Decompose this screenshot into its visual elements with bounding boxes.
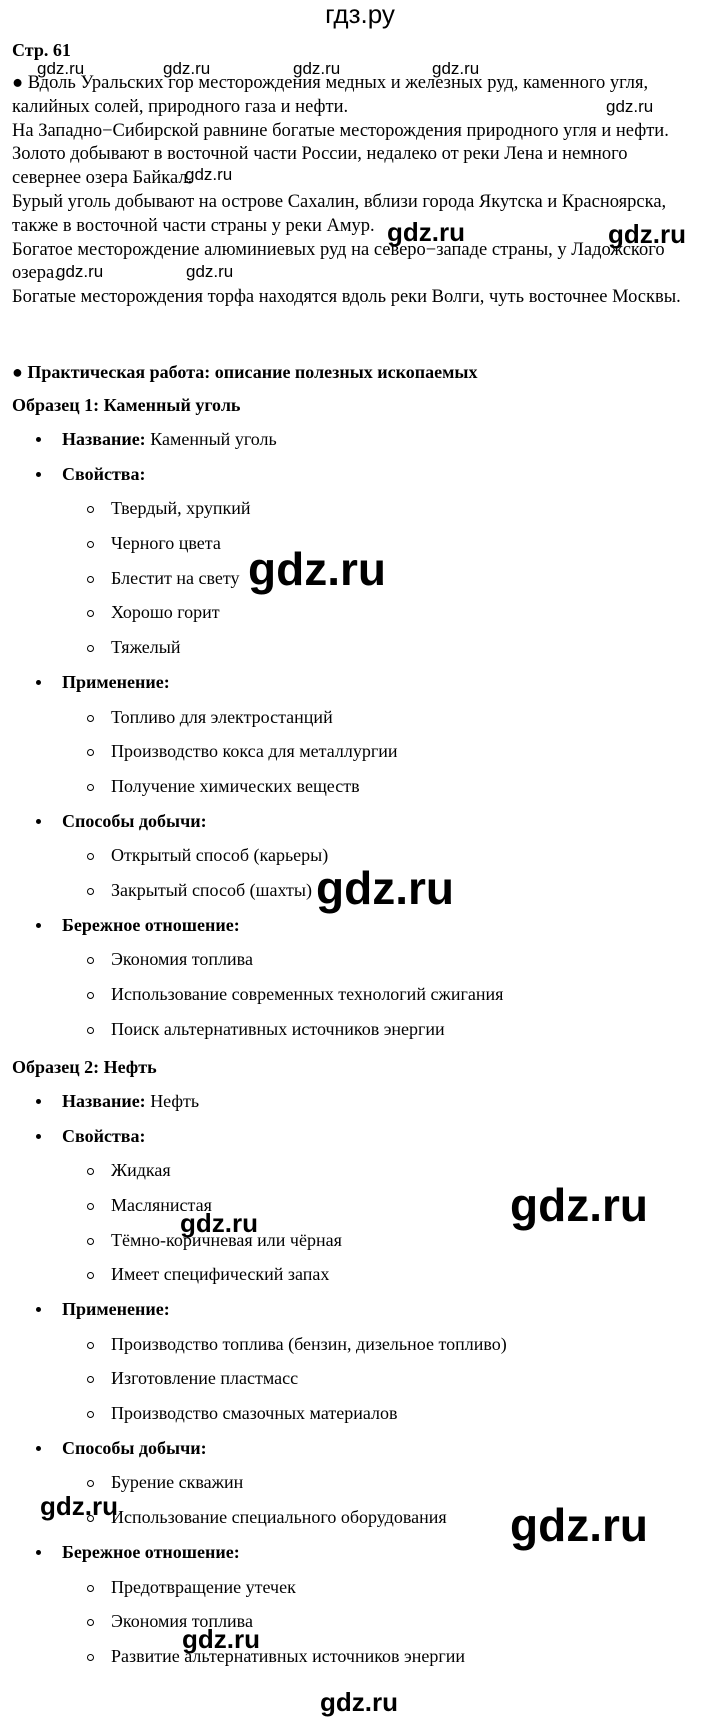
bullet-icon [36, 472, 41, 477]
sub-item: Производство топлива (бензин, дизельное топливо) [111, 1334, 507, 1355]
sub-item: Экономия топлива [111, 949, 253, 970]
sub-item: Бурение скважин [111, 1472, 243, 1493]
circle-bullet-icon [87, 1376, 94, 1383]
item-label: Свойства: [62, 464, 146, 484]
circle-bullet-icon [87, 749, 94, 756]
item-label: Способы добычи: [62, 1438, 207, 1458]
sample-2-mining-item [62, 1438, 207, 1459]
bullet-icon [36, 1307, 41, 1312]
watermark: gdz.ru [432, 59, 480, 78]
sub-item: Блестит на свету [111, 568, 240, 589]
watermark: gdz.ru [182, 1624, 260, 1654]
sub-item: Развитие альтернативных источников энергии [111, 1646, 465, 1667]
intro-line: озера. [12, 263, 59, 284]
watermark: gdz.ru [293, 59, 341, 78]
intro-line: также в восточной части страны у реки Амур. [12, 215, 375, 236]
sub-item: Закрытый способ (шахты) [111, 880, 312, 901]
circle-bullet-icon [87, 888, 94, 895]
intro-line: калийных солей, природного газа и нефти. [12, 96, 349, 117]
circle-bullet-icon [87, 1203, 94, 1210]
watermark: gdz.ru [510, 1499, 648, 1551]
sub-item: Тяжелый [111, 637, 181, 658]
item-label: Применение: [62, 672, 170, 692]
watermark: gdz.ru [608, 219, 686, 249]
sub-item: Имеет специфический запах [111, 1264, 329, 1285]
intro-line: ● Вдоль Уральских гор месторождения медных и железных руд, каменного угля, [12, 73, 649, 93]
bullet-icon [36, 1446, 41, 1451]
circle-bullet-icon [87, 1272, 94, 1279]
circle-bullet-icon [87, 1027, 94, 1034]
watermark: gdz.ru [180, 1208, 258, 1238]
sub-item: Использование современных технологий сжигания [111, 984, 503, 1005]
item-label: Бережное отношение: [62, 915, 240, 935]
bullet-icon [36, 923, 41, 928]
watermark: gdz.ru [316, 862, 454, 914]
sub-item: Использование специального оборудования [111, 1507, 447, 1528]
item-value: Нефть [145, 1091, 200, 1111]
circle-bullet-icon [87, 784, 94, 791]
sub-item: Получение химических веществ [111, 776, 360, 797]
bullet-icon [36, 437, 41, 442]
item-label: Применение: [62, 1299, 170, 1319]
sub-item: Хорошо горит [111, 602, 220, 623]
item-label: Бережное отношение: [62, 1542, 240, 1562]
watermark: gdz.ru [37, 59, 85, 78]
sample-2-title: Образец 2: Нефть [12, 1057, 157, 1077]
sample-1-mining-item [62, 811, 207, 832]
intro-line: Бурый уголь добывают на острове Сахалин, вблизи города Якутска и Красноярска, [12, 191, 667, 212]
sub-item: Твердый, хрупкий [111, 498, 251, 519]
circle-bullet-icon [87, 1654, 94, 1661]
circle-bullet-icon [87, 1619, 94, 1626]
intro-line: На Западно−Сибирской равнине богатые месторождения природного угля и нефти. [12, 120, 669, 141]
intro-line: Богатое месторождение алюминиевых руд на северо−западе страны, у Ладожского [12, 239, 665, 260]
sub-item: Поиск альтернативных источников энергии [111, 1019, 445, 1040]
sub-item: Производство кокса для металлургии [111, 741, 397, 762]
site-header: гдз.ру [325, 0, 395, 29]
bullet-icon [36, 1550, 41, 1555]
sample-2-care-item [62, 1542, 240, 1563]
item-value: Каменный уголь [145, 429, 277, 449]
sub-item: Изготовление пластмасс [111, 1368, 298, 1389]
sub-item: Открытый способ (карьеры) [111, 845, 328, 866]
sub-item: Топливо для электростанций [111, 707, 333, 728]
sub-item: Экономия топлива [111, 1611, 253, 1632]
practical-work-title: ● Практическая работа: описание полезных ископаемых [12, 362, 478, 382]
item-label: Название: [62, 1091, 146, 1111]
watermark: gdz.ru [186, 262, 234, 281]
watermark: gdz.ru [185, 165, 233, 184]
bullet-icon [36, 680, 41, 685]
watermark: gdz.ru [56, 262, 104, 281]
sub-item: Предотвращение утечек [111, 1577, 296, 1598]
sub-item: Тёмно-коричневая или чёрная [111, 1230, 342, 1251]
sample-2-usage-item [62, 1299, 170, 1320]
sample-1-name-item [62, 429, 277, 450]
intro-line: Богатые месторождения торфа находятся вдоль реки Волги, чуть восточнее Москвы. [12, 287, 681, 308]
circle-bullet-icon [87, 1411, 94, 1418]
sample-1-properties-item [62, 464, 146, 485]
circle-bullet-icon [87, 645, 94, 652]
page-label: Стр. 61 [12, 40, 71, 60]
circle-bullet-icon [87, 1238, 94, 1245]
circle-bullet-icon [87, 1168, 94, 1175]
watermark: gdz.ru [510, 1179, 648, 1231]
circle-bullet-icon [87, 957, 94, 964]
sub-item: Производство смазочных материалов [111, 1403, 397, 1424]
watermark: gdz.ru [248, 543, 386, 595]
circle-bullet-icon [87, 541, 94, 548]
bullet-icon [36, 819, 41, 824]
sample-1-usage-item [62, 672, 170, 693]
circle-bullet-icon [87, 1585, 94, 1592]
sample-2-name-item [62, 1091, 199, 1112]
bullet-icon [36, 1134, 41, 1139]
watermark: gdz.ru [320, 1687, 398, 1717]
sample-2-properties-item [62, 1126, 146, 1147]
sample-1-care-item [62, 915, 240, 936]
circle-bullet-icon [87, 506, 94, 513]
circle-bullet-icon [87, 992, 94, 999]
sample-1-title: Образец 1: Каменный уголь [12, 395, 241, 415]
circle-bullet-icon [87, 1480, 94, 1487]
intro-line: севернее озера Байкал. [12, 168, 193, 189]
circle-bullet-icon [87, 576, 94, 583]
intro-line: Золото добывают в восточной части России, недалеко от реки Лена и немного [12, 144, 628, 165]
circle-bullet-icon [87, 610, 94, 617]
sub-item: Жидкая [111, 1160, 171, 1181]
circle-bullet-icon [87, 853, 94, 860]
item-label: Название: [62, 429, 146, 449]
sub-item: Черного цвета [111, 533, 221, 554]
circle-bullet-icon [87, 1342, 94, 1349]
circle-bullet-icon [87, 715, 94, 722]
bullet-icon [36, 1099, 41, 1104]
watermark: gdz.ru [387, 217, 465, 247]
watermark: gdz.ru [606, 97, 654, 116]
watermark: gdz.ru [163, 59, 211, 78]
watermark: gdz.ru [40, 1491, 118, 1521]
item-label: Свойства: [62, 1126, 146, 1146]
sub-item: Маслянистая [111, 1195, 212, 1216]
item-label: Способы добычи: [62, 811, 207, 831]
